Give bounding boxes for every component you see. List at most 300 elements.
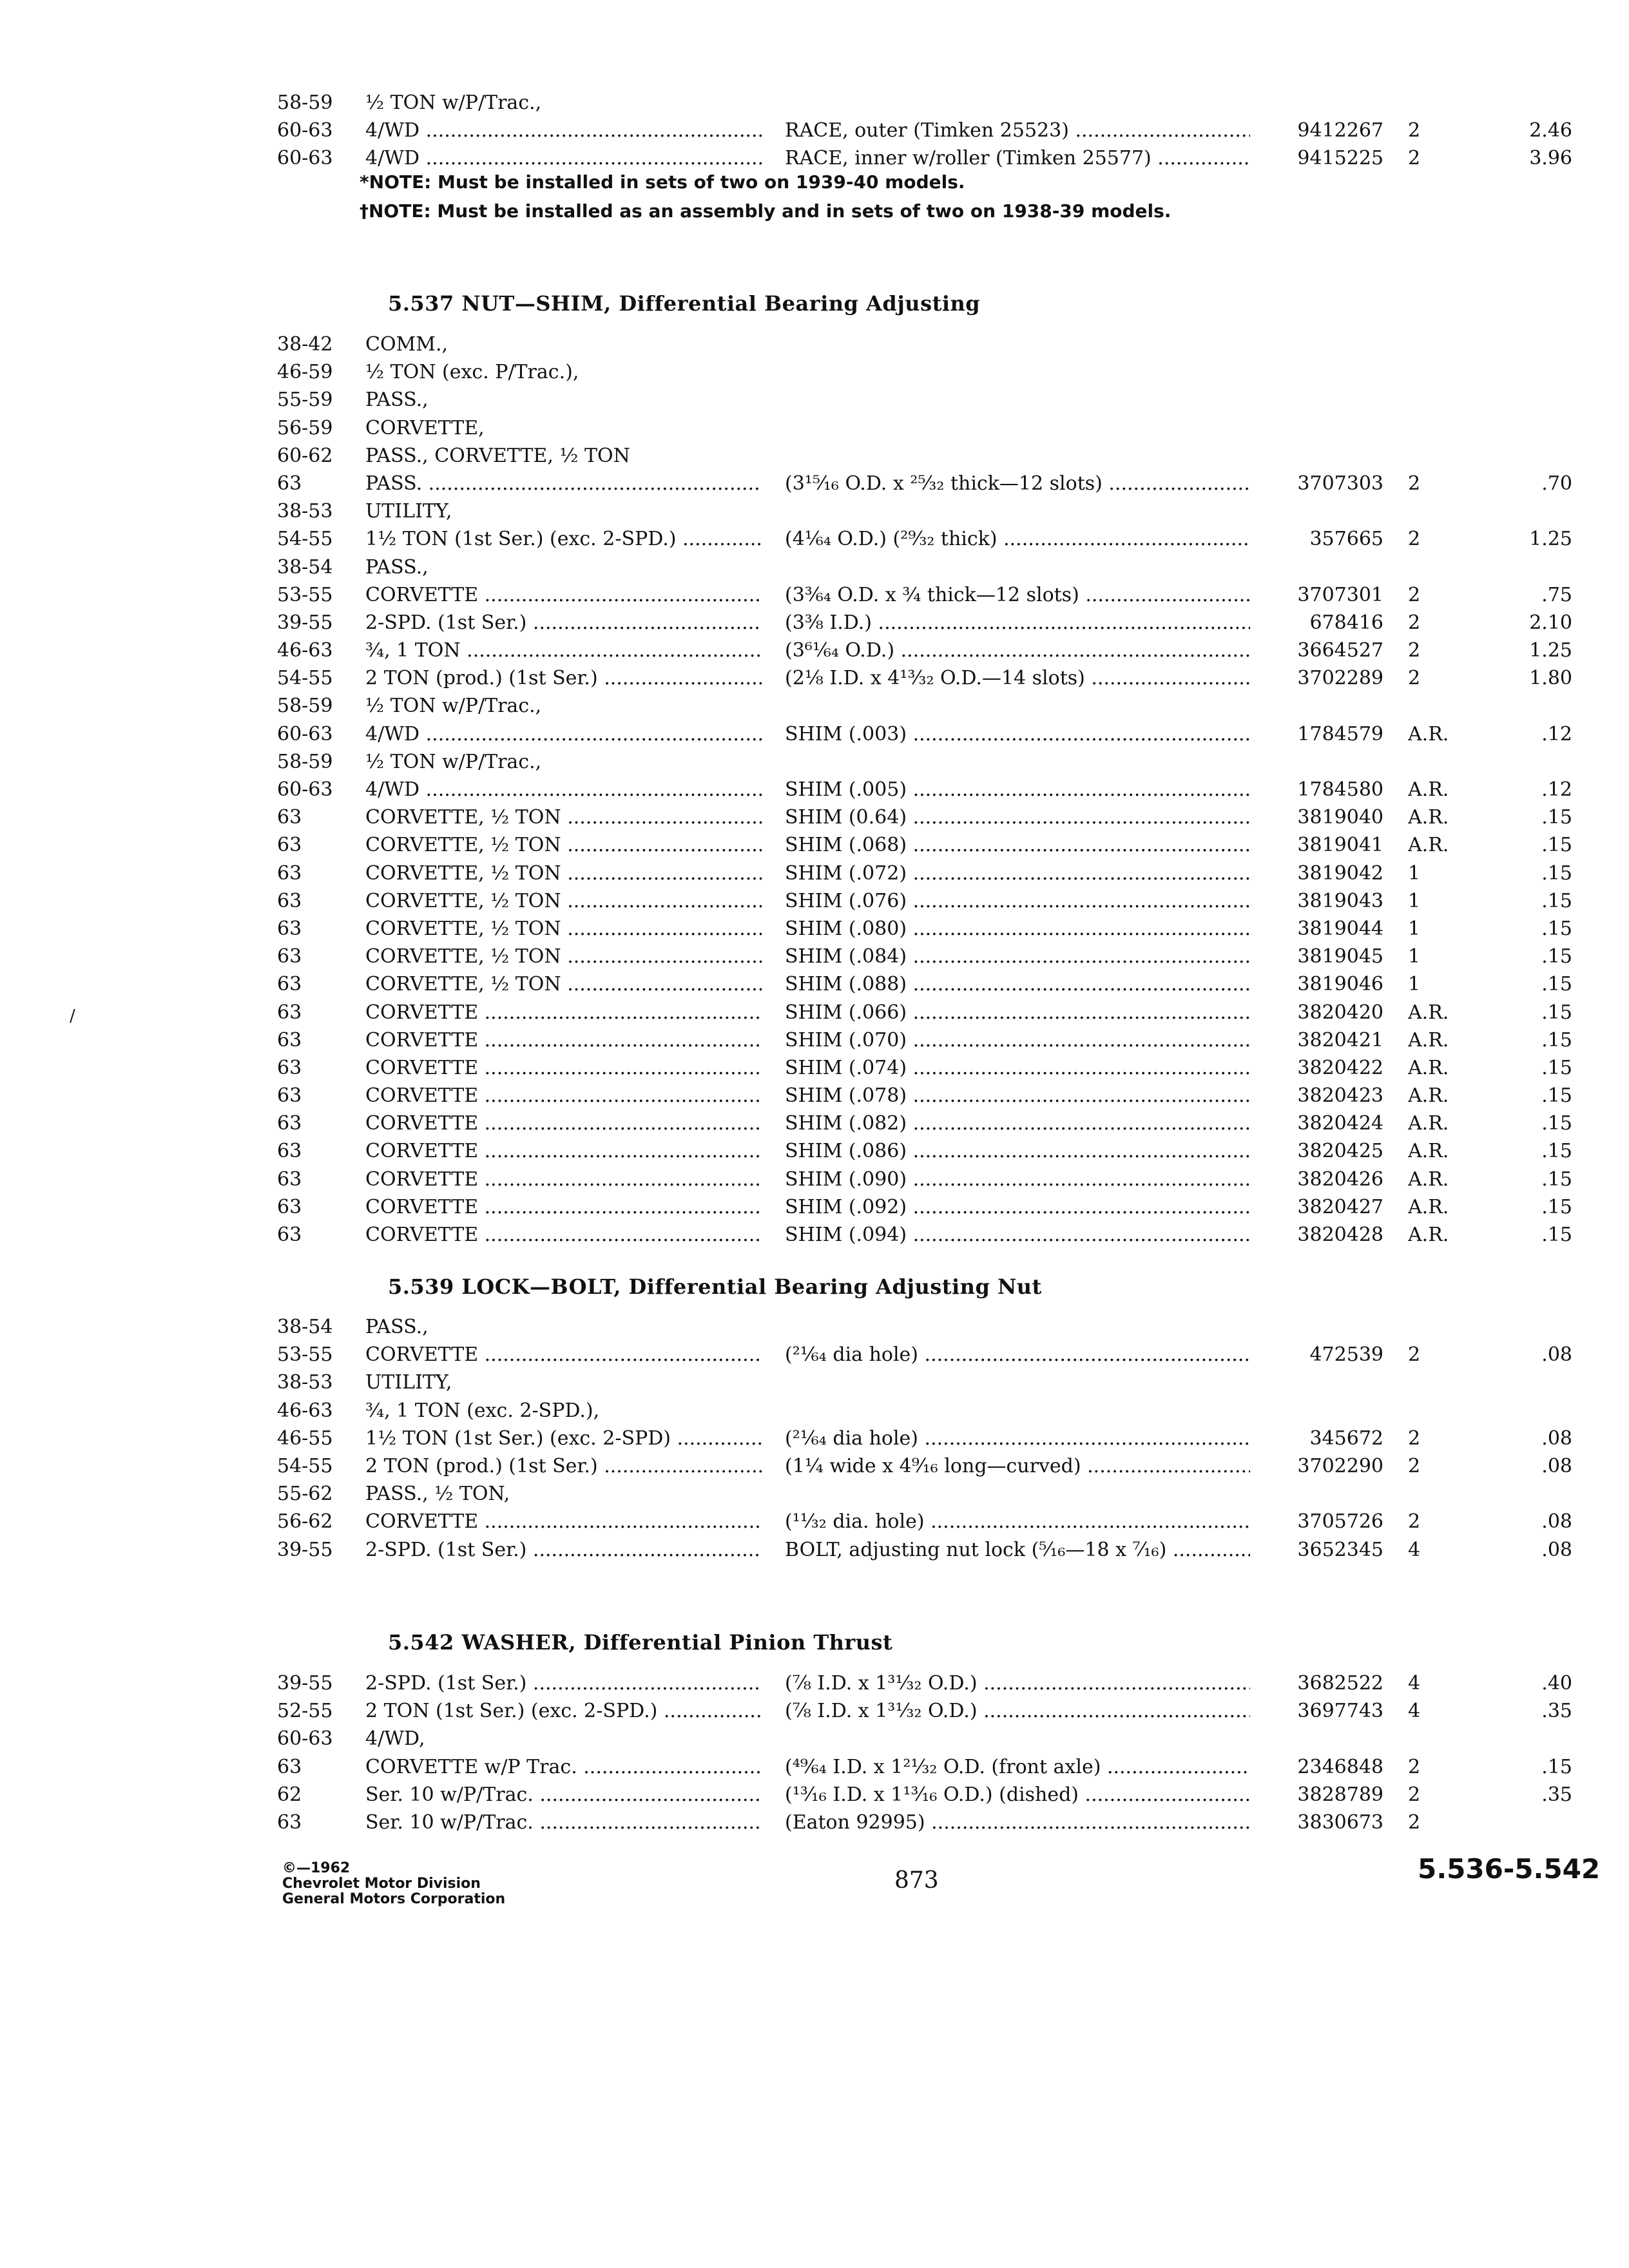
quantity-cell: 1 — [1408, 945, 1421, 968]
year-cell: 46-63 — [277, 639, 333, 662]
description-cell: (2⅛ I.D. x 4¹³⁄₃₂ O.D.—14 slots) ..... — [785, 664, 1250, 692]
application-cell: ¾, 1 TON (exc. 2-SPD.), — [365, 1399, 600, 1422]
quantity-cell: A.R. — [1408, 778, 1449, 801]
quantity-cell: A.R. — [1408, 1224, 1449, 1246]
year-cell: 63 — [277, 1084, 302, 1108]
quantity-cell: 2 — [1408, 1510, 1421, 1533]
quantity-cell: A.R. — [1408, 1112, 1449, 1135]
price-cell: .15 — [1541, 806, 1572, 829]
description-cell: SHIM (.092) ..... — [785, 1193, 1250, 1221]
part-number-cell: 472539 — [1309, 1343, 1383, 1367]
price-cell: .15 — [1541, 861, 1572, 885]
part-number-cell: 3682522 — [1297, 1672, 1383, 1695]
year-cell: 63 — [277, 1112, 302, 1135]
note-1: *NOTE: Must be installed in sets of two on 1939-40 models. — [360, 171, 965, 193]
part-number-cell: 1784579 — [1297, 722, 1383, 745]
application-cell: CORVETTE ..... — [365, 1508, 762, 1535]
year-cell: 60-63 — [277, 147, 333, 170]
part-number-cell: 3707301 — [1297, 583, 1383, 606]
table-row — [277, 331, 1501, 358]
year-cell: 63 — [277, 889, 302, 912]
part-number-cell: 3828789 — [1297, 1783, 1383, 1806]
description-cell: (3¹⁵⁄₁₆ O.D. x ²⁵⁄₃₂ thick—12 slots) ..... — [785, 470, 1250, 497]
application-cell: ¾, 1 TON ..... — [365, 637, 762, 664]
part-number-cell: 3820428 — [1297, 1224, 1383, 1246]
part-number-cell: 3664527 — [1297, 639, 1383, 662]
table-row — [277, 117, 1572, 144]
part-number-cell: 2346848 — [1297, 1755, 1383, 1778]
part-number-cell: 3652345 — [1297, 1538, 1383, 1561]
application-cell: 2 TON (1st Ser.) (exc. 2-SPD.) ..... — [365, 1697, 762, 1725]
price-cell: .15 — [1541, 973, 1572, 996]
price-cell: .08 — [1541, 1427, 1572, 1450]
table-row — [277, 414, 1501, 442]
application-cell: 4/WD, — [365, 1727, 425, 1751]
application-cell: CORVETTE, ½ TON ..... — [365, 887, 762, 915]
application-cell: CORVETTE, — [365, 416, 485, 439]
year-cell: 55-62 — [277, 1483, 333, 1506]
part-number-cell: 3820427 — [1297, 1195, 1383, 1218]
part-number-cell: 3702289 — [1297, 667, 1383, 690]
application-cell: UTILITY, — [365, 500, 452, 523]
application-cell: 4/WD ..... — [365, 720, 762, 748]
quantity-cell: 1 — [1408, 861, 1421, 885]
year-cell: 63 — [277, 917, 302, 940]
application-cell: CORVETTE ..... — [365, 1137, 762, 1165]
table-row — [277, 1110, 1572, 1137]
year-cell: 63 — [277, 1140, 302, 1163]
description-cell: SHIM (.068) ..... — [785, 831, 1250, 859]
price-cell: .08 — [1541, 1343, 1572, 1367]
description-cell: SHIM (.005) ..... — [785, 776, 1250, 803]
description-cell: (¹¹⁄₃₂ dia. hole) ..... — [785, 1508, 1250, 1535]
part-number-cell: 3820423 — [1297, 1084, 1383, 1108]
table-row — [277, 1193, 1572, 1221]
part-number-cell: 3819045 — [1297, 945, 1383, 968]
part-number-cell: 3819046 — [1297, 973, 1383, 996]
price-cell: .08 — [1541, 1538, 1572, 1561]
table-row — [277, 497, 1501, 525]
part-number-cell: 678416 — [1309, 611, 1383, 634]
part-number-cell: 3820426 — [1297, 1168, 1383, 1191]
table-row — [277, 1341, 1572, 1369]
footer-publisher — [282, 1861, 505, 1907]
year-cell: 46-63 — [277, 1399, 333, 1422]
table-row — [277, 1221, 1572, 1249]
quantity-cell: 2 — [1408, 472, 1421, 495]
table-row — [277, 1809, 1501, 1836]
application-cell: CORVETTE, ½ TON ..... — [365, 970, 762, 998]
year-cell: 63 — [277, 1811, 302, 1834]
year-cell: 38-53 — [277, 1371, 333, 1394]
year-cell: 60-63 — [277, 722, 333, 745]
year-cell: 63 — [277, 1056, 302, 1079]
part-number-cell: 9415225 — [1297, 147, 1383, 170]
table-row — [277, 1054, 1572, 1082]
application-cell: PASS. ..... — [365, 470, 762, 497]
section-5-539 — [277, 1313, 1572, 1564]
section-title-5-542: 5.542 WASHER, Differential Pinion Thrust — [388, 1630, 893, 1655]
quantity-cell: 2 — [1408, 1755, 1421, 1778]
application-cell: CORVETTE ..... — [365, 1341, 762, 1369]
quantity-cell: 2 — [1408, 119, 1421, 142]
table-row — [277, 999, 1572, 1026]
quantity-cell: 4 — [1408, 1538, 1421, 1561]
table-row — [277, 1452, 1572, 1480]
description-cell: SHIM (.094) ..... — [785, 1221, 1250, 1249]
application-cell: PASS., — [365, 1316, 429, 1338]
section-5-537 — [277, 331, 1572, 1249]
application-cell: PASS., — [365, 389, 429, 412]
table-row — [277, 1753, 1572, 1781]
quantity-cell: 2 — [1408, 1343, 1421, 1367]
application-cell: 1½ TON (1st Ser.) (exc. 2-SPD.) ..... — [365, 525, 762, 553]
price-cell: .15 — [1541, 1028, 1572, 1052]
price-cell: .70 — [1541, 472, 1572, 495]
price-cell: .08 — [1541, 1454, 1572, 1477]
year-cell: 38-54 — [277, 1316, 333, 1338]
price-cell: .15 — [1541, 1140, 1572, 1163]
table-row — [277, 1425, 1572, 1452]
part-number-cell: 3820420 — [1297, 1001, 1383, 1024]
application-cell: 4/WD ..... — [365, 117, 762, 144]
part-number-cell: 3830673 — [1297, 1811, 1383, 1834]
table-row — [277, 609, 1572, 637]
description-cell: (¹³⁄₁₆ I.D. x 1¹³⁄₁₆ O.D.) (dished) ..... — [785, 1781, 1250, 1809]
description-cell: (1¼ wide x 4⁹⁄₁₆ long—curved) ..... — [785, 1452, 1250, 1480]
year-cell: 58-59 — [277, 91, 333, 114]
part-number-cell: 3819043 — [1297, 889, 1383, 912]
table-row — [277, 1781, 1572, 1809]
table-row — [277, 1137, 1572, 1165]
description-cell: (3³⁄₆₄ O.D. x ¾ thick—12 slots) ..... — [785, 581, 1250, 609]
year-cell: 38-54 — [277, 555, 333, 579]
table-row — [277, 1508, 1572, 1535]
description-cell: SHIM (.074) ..... — [785, 1054, 1250, 1082]
application-cell: 1½ TON (1st Ser.) (exc. 2-SPD) ..... — [365, 1425, 762, 1452]
price-cell: .75 — [1541, 583, 1572, 606]
description-cell: SHIM (.003) ..... — [785, 720, 1250, 748]
price-cell: .08 — [1541, 1510, 1572, 1533]
price-cell: .15 — [1541, 945, 1572, 968]
year-cell: 63 — [277, 1224, 302, 1246]
year-cell: 63 — [277, 1001, 302, 1024]
quantity-cell: 2 — [1408, 611, 1421, 634]
year-cell: 60-63 — [277, 778, 333, 801]
part-number-cell: 9412267 — [1297, 119, 1383, 142]
description-cell: (4¹⁄₆₄ O.D.) (²⁹⁄₃₂ thick) ..... — [785, 525, 1250, 553]
description-cell: RACE, inner w/roller (Timken 25577) ..... — [785, 144, 1250, 172]
quantity-cell: 2 — [1408, 147, 1421, 170]
price-cell: 1.25 — [1529, 528, 1572, 551]
table-row — [277, 89, 1501, 117]
table-row — [277, 442, 1501, 470]
description-cell: SHIM (.084) ..... — [785, 943, 1250, 970]
price-cell: .15 — [1541, 889, 1572, 912]
price-cell: .40 — [1541, 1672, 1572, 1695]
year-cell: 63 — [277, 834, 302, 857]
price-cell: .15 — [1541, 1112, 1572, 1135]
year-cell: 54-55 — [277, 1454, 333, 1477]
part-number-cell: 3819041 — [1297, 834, 1383, 857]
application-cell: 2 TON (prod.) (1st Ser.) ..... — [365, 664, 762, 692]
application-cell: CORVETTE, ½ TON ..... — [365, 831, 762, 859]
quantity-cell: 2 — [1408, 1811, 1421, 1834]
description-cell: RACE, outer (Timken 25523) ..... — [785, 117, 1250, 144]
part-number-cell: 3819040 — [1297, 806, 1383, 829]
table-row — [277, 664, 1572, 692]
table-row — [277, 1397, 1501, 1425]
application-cell: CORVETTE ..... — [365, 999, 762, 1026]
year-cell: 55-59 — [277, 389, 333, 412]
table-row — [277, 803, 1572, 831]
year-cell: 39-55 — [277, 1538, 333, 1561]
description-cell: SHIM (.072) ..... — [785, 860, 1250, 887]
table-row — [277, 1669, 1572, 1697]
price-cell: 3.96 — [1529, 147, 1572, 170]
application-cell: CORVETTE ..... — [365, 1054, 762, 1082]
application-cell: CORVETTE ..... — [365, 1193, 762, 1221]
quantity-cell: 2 — [1408, 1454, 1421, 1477]
part-number-cell: 3707303 — [1297, 472, 1383, 495]
price-cell: .12 — [1541, 722, 1572, 745]
price-cell: 1.80 — [1529, 667, 1572, 690]
application-cell: 2 TON (prod.) (1st Ser.) ..... — [365, 1452, 762, 1480]
quantity-cell: 2 — [1408, 639, 1421, 662]
quantity-cell: 2 — [1408, 1427, 1421, 1450]
description-cell: (3⅜ I.D.) ..... — [785, 609, 1250, 637]
table-row — [277, 1313, 1501, 1341]
price-cell: .15 — [1541, 1168, 1572, 1191]
application-cell: CORVETTE, ½ TON ..... — [365, 860, 762, 887]
year-cell: 53-55 — [277, 583, 333, 606]
quantity-cell: 2 — [1408, 667, 1421, 690]
table-row — [277, 776, 1572, 803]
part-number-cell: 3705726 — [1297, 1510, 1383, 1533]
year-cell: 54-55 — [277, 667, 333, 690]
price-cell: .15 — [1541, 834, 1572, 857]
table-row — [277, 748, 1501, 776]
application-cell: CORVETTE ..... — [365, 1026, 762, 1054]
part-number-cell: 1784580 — [1297, 778, 1383, 801]
table-row — [277, 970, 1572, 998]
price-cell: .12 — [1541, 778, 1572, 801]
description-cell: SHIM (.080) ..... — [785, 915, 1250, 943]
application-cell: CORVETTE, ½ TON ..... — [365, 943, 762, 970]
price-cell: 1.25 — [1529, 639, 1572, 662]
page-range: 5.536-5.542 — [1418, 1853, 1601, 1885]
application-cell: CORVETTE ..... — [365, 1082, 762, 1110]
quantity-cell: 1 — [1408, 889, 1421, 912]
year-cell: 38-42 — [277, 333, 333, 356]
table-row — [277, 1536, 1572, 1564]
table-row — [277, 692, 1501, 720]
quantity-cell: A.R. — [1408, 1056, 1449, 1079]
year-cell: 38-53 — [277, 500, 333, 523]
table-row — [277, 915, 1572, 943]
quantity-cell: 4 — [1408, 1700, 1421, 1723]
quantity-cell: A.R. — [1408, 1140, 1449, 1163]
year-cell: 39-55 — [277, 1672, 333, 1695]
application-cell: UTILITY, — [365, 1371, 452, 1394]
year-cell: 63 — [277, 806, 302, 829]
application-cell: CORVETTE, ½ TON ..... — [365, 803, 762, 831]
quantity-cell: 1 — [1408, 973, 1421, 996]
quantity-cell: 2 — [1408, 528, 1421, 551]
application-cell: PASS., — [365, 555, 429, 579]
quantity-cell: 4 — [1408, 1672, 1421, 1695]
application-cell: ½ TON w/P/Trac., — [365, 91, 542, 114]
year-cell: 58-59 — [277, 750, 333, 773]
table-row — [277, 1480, 1501, 1508]
year-cell: 63 — [277, 861, 302, 885]
year-cell: 63 — [277, 945, 302, 968]
description-cell: SHIM (.088) ..... — [785, 970, 1250, 998]
description-cell: (Eaton 92995) ..... — [785, 1809, 1250, 1836]
description-cell: SHIM (.076) ..... — [785, 887, 1250, 915]
quantity-cell: A.R. — [1408, 1195, 1449, 1218]
description-cell: (3⁶¹⁄₆₄ O.D.) ..... — [785, 637, 1250, 664]
quantity-cell: 2 — [1408, 583, 1421, 606]
price-cell: .15 — [1541, 1224, 1572, 1246]
price-cell: .35 — [1541, 1783, 1572, 1806]
year-cell: 63 — [277, 1168, 302, 1191]
table-row — [277, 525, 1572, 553]
table-row — [277, 386, 1501, 414]
application-cell: 2-SPD. (1st Ser.) ..... — [365, 1669, 762, 1697]
section-top — [277, 89, 1572, 173]
year-cell: 56-59 — [277, 416, 333, 439]
year-cell: 63 — [277, 1195, 302, 1218]
application-cell: ½ TON w/P/Trac., — [365, 695, 542, 718]
section-5-542 — [277, 1669, 1572, 1836]
application-cell: 4/WD ..... — [365, 144, 762, 172]
table-row — [277, 860, 1572, 887]
description-cell: SHIM (.082) ..... — [785, 1110, 1250, 1137]
table-row — [277, 887, 1572, 915]
description-cell: SHIM (.070) ..... — [785, 1026, 1250, 1054]
application-cell: CORVETTE ..... — [365, 581, 762, 609]
description-cell: (⅞ I.D. x 1³¹⁄₃₂ O.D.) ..... — [785, 1697, 1250, 1725]
application-cell: CORVETTE, ½ TON ..... — [365, 915, 762, 943]
application-cell: 2-SPD. (1st Ser.) ..... — [365, 609, 762, 637]
year-cell: 58-59 — [277, 695, 333, 718]
price-cell: .15 — [1541, 1001, 1572, 1024]
part-number-cell: 3820422 — [1297, 1056, 1383, 1079]
year-cell: 53-55 — [277, 1343, 333, 1367]
application-cell: Ser. 10 w/P/Trac. ..... — [365, 1781, 762, 1809]
copyright: ©—1962 — [282, 1860, 351, 1876]
application-cell: CORVETTE w/P Trac. ..... — [365, 1753, 762, 1781]
section-title-5-539: 5.539 LOCK—BOLT, Differential Bearing Adjusting Nut — [388, 1274, 1042, 1299]
table-row — [277, 553, 1501, 581]
table-row — [277, 144, 1572, 172]
table-row — [277, 1369, 1501, 1396]
part-number-cell: 3819044 — [1297, 917, 1383, 940]
year-cell: 62 — [277, 1783, 302, 1806]
part-number-cell: 3820424 — [1297, 1112, 1383, 1135]
price-cell: .15 — [1541, 917, 1572, 940]
quantity-cell: A.R. — [1408, 1084, 1449, 1108]
table-row — [277, 358, 1501, 386]
price-cell: .15 — [1541, 1195, 1572, 1218]
description-cell: (²¹⁄₆₄ dia hole) ..... — [785, 1425, 1250, 1452]
table-row — [277, 581, 1572, 609]
quantity-cell: A.R. — [1408, 806, 1449, 829]
year-cell: 46-59 — [277, 361, 333, 384]
quantity-cell: A.R. — [1408, 1028, 1449, 1052]
description-cell: SHIM (.066) ..... — [785, 999, 1250, 1026]
table-row — [277, 1026, 1572, 1054]
application-cell: COMM., — [365, 333, 448, 356]
description-cell: SHIM (.078) ..... — [785, 1082, 1250, 1110]
year-cell: 52-55 — [277, 1700, 333, 1723]
application-cell: CORVETTE ..... — [365, 1221, 762, 1249]
table-row — [277, 470, 1572, 497]
corporation: General Motors Corporation — [282, 1891, 506, 1907]
year-cell: 60-63 — [277, 1727, 333, 1751]
price-cell: 2.46 — [1529, 119, 1572, 142]
year-cell: 63 — [277, 1755, 302, 1778]
table-row — [277, 943, 1572, 970]
price-cell: .15 — [1541, 1755, 1572, 1778]
year-cell: 60-63 — [277, 119, 333, 142]
part-number-cell: 3697743 — [1297, 1700, 1383, 1723]
application-cell: 2-SPD. (1st Ser.) ..... — [365, 1536, 762, 1564]
description-cell: SHIM (0.64) ..... — [785, 803, 1250, 831]
description-cell: (⅞ I.D. x 1³¹⁄₃₂ O.D.) ..... — [785, 1669, 1250, 1697]
application-cell: PASS., CORVETTE, ½ TON — [365, 444, 630, 467]
price-cell: 2.10 — [1529, 611, 1572, 634]
part-number-cell: 357665 — [1309, 528, 1383, 551]
part-number-cell: 3820425 — [1297, 1140, 1383, 1163]
year-cell: 60-62 — [277, 444, 333, 467]
year-cell: 54-55 — [277, 528, 333, 551]
year-cell: 56-62 — [277, 1510, 333, 1533]
note-2: †NOTE: Must be installed as an assembly and in sets of two on 1938-39 models. — [360, 200, 1171, 222]
quantity-cell: A.R. — [1408, 722, 1449, 745]
part-number-cell: 345672 — [1309, 1427, 1383, 1450]
quantity-cell: 1 — [1408, 917, 1421, 940]
application-cell: ½ TON (exc. P/Trac.), — [365, 361, 579, 384]
description-cell: BOLT, adjusting nut lock (⁵⁄₁₆—18 x ⁷⁄₁₆) ..... — [785, 1536, 1250, 1564]
table-row — [277, 1166, 1572, 1193]
year-cell: 46-55 — [277, 1427, 333, 1450]
year-cell: 63 — [277, 973, 302, 996]
application-cell: CORVETTE ..... — [365, 1166, 762, 1193]
quantity-cell: A.R. — [1408, 834, 1449, 857]
part-number-cell: 3820421 — [1297, 1028, 1383, 1052]
description-cell: SHIM (.090) ..... — [785, 1166, 1250, 1193]
quantity-cell: A.R. — [1408, 1168, 1449, 1191]
price-cell: .15 — [1541, 1056, 1572, 1079]
part-number-cell: 3702290 — [1297, 1454, 1383, 1477]
application-cell: ½ TON w/P/Trac., — [365, 750, 542, 773]
price-cell: .15 — [1541, 1084, 1572, 1108]
quantity-cell: A.R. — [1408, 1001, 1449, 1024]
table-row — [277, 831, 1572, 859]
year-cell: 63 — [277, 1028, 302, 1052]
stray-mark: / — [70, 1006, 75, 1026]
section-title-5-537: 5.537 NUT—SHIM, Differential Bearing Adjusting — [388, 291, 981, 316]
application-cell: PASS., ½ TON, — [365, 1483, 510, 1506]
quantity-cell: 2 — [1408, 1783, 1421, 1806]
description-cell: SHIM (.086) ..... — [785, 1137, 1250, 1165]
part-number-cell: 3819042 — [1297, 861, 1383, 885]
table-row — [277, 1725, 1501, 1753]
description-cell: (²¹⁄₆₄ dia hole) ..... — [785, 1341, 1250, 1369]
description-cell: (⁴⁹⁄₆₄ I.D. x 1²¹⁄₃₂ O.D. (front axle) ..... — [785, 1753, 1250, 1781]
